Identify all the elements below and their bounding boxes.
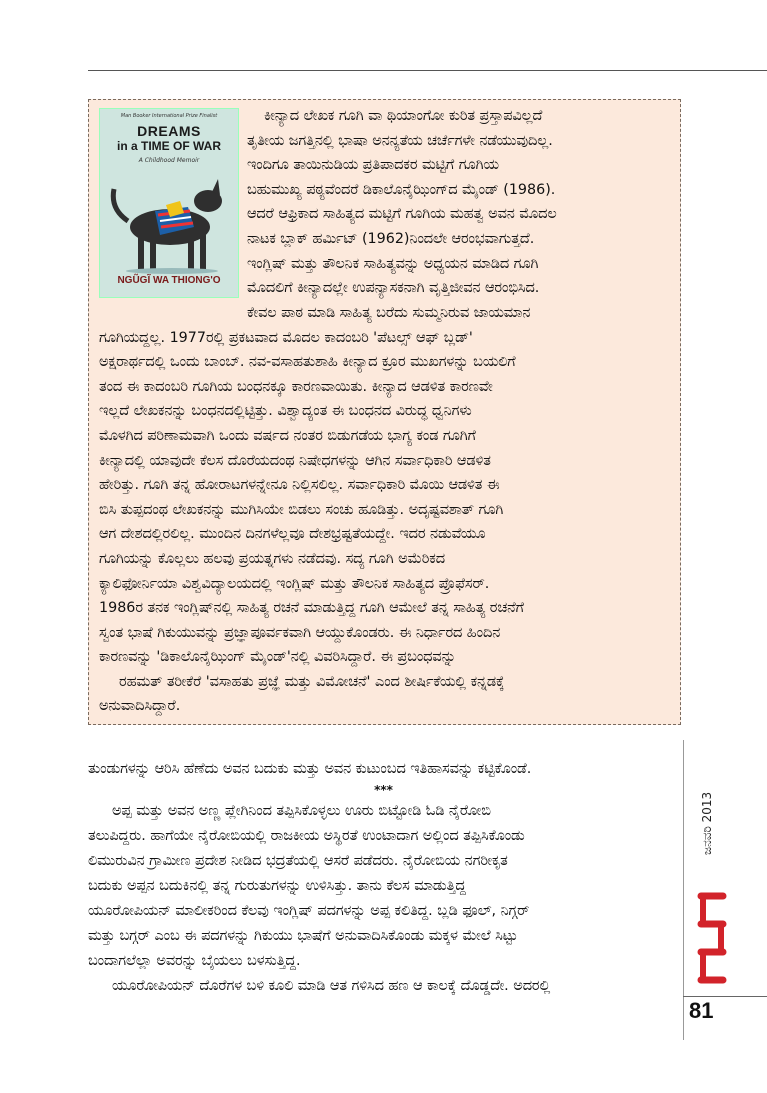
bottom-rule	[683, 996, 767, 997]
box-line: ತೃತೀಯ ಜಗತ್ತಿನಲ್ಲಿ ಭಾಷಾ ಅನನ್ಯತೆಯ ಚರ್ಚೆಗಳೇ ನಡೆಯುವುದಿಲ್ಲ.	[247, 133, 553, 149]
box-line: ಕೀನ್ಯಾದಲ್ಲಿ ಯಾವುದೇ ಕೆಲಸ ದೊರೆಯದಂಥ ನಿಷೇಧಗಳನ್ನು ಆಗಿನ ಸರ್ವಾಧಿಕಾರಿ ಆಡಳಿತ	[99, 453, 491, 469]
cover-title-2: in a TIME OF WAR	[117, 139, 221, 153]
box-line: ಅಕ್ಷರಾರ್ಥದಲ್ಲಿ ಒಂದು ಬಾಂಬ್. ನವ-ವಸಾಹತುಶಾಹಿ ಕೀನ್ಯಾದ ಕ್ರೂರ ಮುಖಗಳನ್ನು ಬಯಲಿಗೆ	[99, 354, 516, 370]
cover-award: Man Booker International Prize Finalist	[120, 113, 218, 119]
page-number: 81	[689, 998, 714, 1023]
box-line: ಆಗ ದೇಶದಲ್ಲಿರಲಿಲ್ಲ. ಮುಂದಿನ ದಿನಗಳೆಲ್ಲವೂ ದೇಶಭ್ರಷ್ಟತೆಯದ್ದೇ. ಇದರ ನಡುವೆಯೂ	[99, 526, 486, 542]
box-line: ಬಿಸಿ ತುಪ್ಪದಂಥ ಲೇಖಕನನ್ನು ಮುಗಿಸಿಯೇ ಬಿಡಲು ಸಂಚು ಹೂಡಿತ್ತು. ಅದೃಷ್ಟವಶಾತ್ ಗೂಗಿ	[99, 502, 504, 518]
box-line: ಗೂಗಿಯನ್ನು ಕೊಲ್ಲಲು ಹಲವು ಪ್ರಯತ್ನಗಳು ನಡೆದವು. ಸದ್ಯ ಗೂಗಿ ಅಮೆರಿಕದ	[99, 551, 445, 567]
box-line: ಬಹುಮುಖ್ಯ ಪಠ್ಯವೆಂದರೆ ಡಿಕಾಲೊನೈಝಿಂಗ್‌ದ ಮೈಂಡ್ (1986).	[247, 182, 556, 198]
body-line: ಮತ್ತು ಬಗ್ಗರ್ ಎಂಬ ಈ ಪದಗಳನ್ನು ಗಿಕುಯು ಭಾಷೆಗೆ ಅನುವಾದಿಸಿಕೊಂಡು ಮಕ್ಕಳ ಮೇಲೆ ಸಿಟ್ಟು	[88, 928, 518, 944]
body-line: ಬದುಕು ಅಪ್ಪನ ಬದುಕಿನಲ್ಲಿ ತನ್ನ ಗುರುತುಗಳನ್ನು ಉಳಿಸಿತ್ತು. ತಾನು ಕೆಲಸ ಮಾಡುತ್ತಿದ್ದ	[88, 878, 466, 894]
top-rule	[88, 70, 767, 71]
body-line: ಬಂದಾಗಲೆಲ್ಲಾ ಅವರನ್ನು ಬೈಯಲು ಬಳಸುತ್ತಿದ್ದ.	[88, 953, 301, 969]
issue-date: ಜನವರಿ 2013	[700, 791, 714, 855]
sidebar-box-text	[89, 100, 682, 726]
box-line: ಮೊದಲಿಗೆ ಕೀನ್ಯಾದಲ್ಲೇ ಉಪನ್ಯಾಸಕನಾಗಿ ವೃತ್ತಿಜೀವನ ಆರಂಭಿಸಿದ.	[247, 280, 540, 296]
box-line: 1986ರ ತನಕ ಇಂಗ್ಲಿಷ್‌ನಲ್ಲಿ ಸಾಹಿತ್ಯ ರಚನೆ ಮಾಡುತ್ತಿದ್ದ ಗೂಗಿ ಆಮೇಲೆ ತನ್ನ ಸಾಹಿತ್ಯ ರಚನೆಗೆ	[99, 600, 524, 616]
body-line: ಅಪ್ಪ ಮತ್ತು ಅವನ ಅಣ್ಣ ಪ್ಲೇಗಿನಿಂದ ತಪ್ಪಿಸಿಕೊಳ್ಳಲು ಊರು ಬಿಟ್ಟೋಡಿ ಓಡಿ ನೈರೋಬಿ	[112, 803, 491, 819]
box-line: ಕಾರಣವನ್ನು 'ಡಿಕಾಲೊನೈಝಿಂಗ್ ಮೈಂಡ್'ನಲ್ಲಿ ವಿವರಿಸಿದ್ದಾರೆ. ಈ ಪ್ರಬಂಧವನ್ನು	[99, 649, 457, 665]
body-line: ಲಿಮುರುವಿನ ಗ್ರಾಮೀಣ ಪ್ರದೇಶ ನೀಡಿದ ಭದ್ರತೆಯಲ್ಲಿ ಆಸರೆ ಪಡೆದರು. ನೈರೋಬಿಯ ನಗರೀಕೃತ	[88, 853, 508, 869]
box-line: ಇಲ್ಲದೆ ಲೇಖಕನನ್ನು ಬಂಧನದಲ್ಲಿಟ್ಟಿತ್ತು. ವಿಶ್ವಾದ್ಯಂತ ಈ ಬಂಧನದ ವಿರುದ್ಧ ಧ್ವನಿಗಳು	[99, 403, 472, 419]
box-line: ಹೇರಿತ್ತು. ಗೂಗಿ ತನ್ನ ಹೋರಾಟಗಳನ್ನೇನೂ ನಿಲ್ಲಿಸಲಿಲ್ಲ. ಸರ್ವಾಧಿಕಾರಿ ಮೊಯಿ ಆಡಳಿತ ಈ	[99, 477, 500, 493]
box-line: ಇಂದಿಗೂ ತಾಯಿನುಡಿಯ ಪ್ರತಿಪಾದಕರ ಮಟ್ಟಿಗೆ ಗೂಗಿಯ	[247, 157, 499, 173]
mayura-logo	[693, 880, 731, 992]
box-line: ಗೂಗಿಯದ್ದಲ್ಲ. 1977ರಲ್ಲಿ ಪ್ರಕಟವಾದ ಮೊದಲ ಕಾದಂಬರಿ 'ಪೆಟಲ್ಸ್ ಆಫ್ ಬ್ಲಡ್'	[99, 330, 473, 346]
box-line: ಕೇವಲ ಪಾಠ ಮಾಡಿ ಸಾಹಿತ್ಯ ಬರೆದು ಸುಮ್ಮನಿರುವ ಜಾಯಮಾನ	[247, 305, 531, 321]
box-line: ಸ್ವಂತ ಭಾಷೆ ಗಿಕುಯುವನ್ನು ಪ್ರಜ್ಞಾಪೂರ್ವಕವಾಗಿ ಆಯ್ದುಕೊಂಡರು. ಈ ನಿರ್ಧಾರದ ಹಿಂದಿನ	[99, 625, 501, 641]
box-line: ಇಂಗ್ಲಿಷ್ ಮತ್ತು ತೌಲನಿಕ ಸಾಹಿತ್ಯವನ್ನು ಅಧ್ಯಯನ ಮಾಡಿದ ಗೂಗಿ	[247, 256, 539, 272]
box-line: ಕೀನ್ಯಾದ ಲೇಖಕ ಗೂಗಿ ವಾ ಥಿಯಾಂಗೋ ಕುರಿತ ಪ್ರಸ್ತಾಪವಿಲ್ಲದೆ	[264, 108, 543, 124]
cover-title-1: DREAMS	[137, 123, 201, 139]
sidebar-box	[88, 99, 681, 725]
box-line: ಆದರೆ ಆಫ್ರಿಕಾದ ಸಾಹಿತ್ಯದ ಮಟ್ಟಿಗೆ ಗೂಗಿಯ ಮಹತ್ವ ಅವನ ಮೊದಲ	[247, 206, 557, 222]
cover-author: NGŨGĨ WA THIONG'O	[117, 275, 221, 286]
box-line: ತಂದ ಈ ಕಾದಂಬರಿ ಗೂಗಿಯ ಬಂಧನಕ್ಕೂ ಕಾರಣವಾಯಿತು. ಕೀನ್ಯಾದ ಆಡಳಿತ ಕಾರಣವೇ	[99, 379, 493, 395]
cover-subtitle: A Childhood Memoir	[138, 157, 200, 164]
section-separator: ***	[374, 783, 393, 797]
box-line: ಅನುವಾದಿಸಿದ್ದಾರೆ.	[99, 698, 181, 714]
body-line: ಯೂರೋಪಿಯನ್ ಮಾಲೀಕರಿಂದ ಕೆಲವು ಇಂಗ್ಲಿಷ್ ಪದಗಳನ್ನು ಅಪ್ಪ ಕಲಿತಿದ್ದ. ಬ್ಲಡಿ ಫೂಲ್, ನಿಗ್ಗರ್	[88, 903, 530, 919]
box-line: ನಾಟಕ ಬ್ಲಾಕ್ ಹರ್ಮಿಟ್ (1962)ನಿಂದಲೇ ಆರಂಭವಾಗುತ್ತದೆ.	[247, 231, 535, 247]
box-line: ರಹಮತ್ ತರೀಕೆರೆ 'ವಸಾಹತು ಪ್ರಜ್ಞೆ ಮತ್ತು ವಿಮೋಚನೆ' ಎಂದ ಶೀರ್ಷಿಕೆಯಲ್ಲಿ ಕನ್ನಡಕ್ಕೆ	[119, 674, 505, 690]
box-line: ಮೊಳಗಿದ ಪರಿಣಾಮವಾಗಿ ಒಂದು ವರ್ಷದ ನಂತರ ಬಿಡುಗಡೆಯ ಭಾಗ್ಯ ಕಂಡ ಗೂಗಿಗೆ	[99, 428, 476, 444]
body-first-line: ತುಂಡುಗಳನ್ನು ಆರಿಸಿ ಹೆಣೆದು ಅವನ ಬದುಕು ಮತ್ತು ಅವನ ಕುಟುಂಬದ ಇತಿಹಾಸವನ್ನು ಕಟ್ಟಿಕೊಂಡೆ.	[88, 761, 532, 777]
body-line: ತಲುಪಿದ್ದರು. ಹಾಗೆಯೇ ನೈರೋಬಿಯಲ್ಲಿ ರಾಜಕೀಯ ಅಸ್ಥಿರತೆ ಉಂಟಾದಾಗ ಅಲ್ಲಿಂದ ತಪ್ಪಿಸಿಕೊಂಡು	[88, 828, 525, 844]
side-rule	[683, 740, 684, 1040]
box-line: ಕ್ಯಾಲಿಫೋರ್ನಿಯಾ ವಿಶ್ವವಿದ್ಯಾಲಯದಲ್ಲಿ ಇಂಗ್ಲಿಷ್ ಮತ್ತು ತೌಲನಿಕ ಸಾಹಿತ್ಯದ ಪ್ರೊಫೆಸರ್.	[99, 576, 490, 592]
body-line: ಯೂರೋಪಿಯನ್ ದೊರೆಗಳ ಬಳಿ ಕೂಲಿ ಮಾಡಿ ಆತ ಗಳಿಸಿದ ಹಣ ಆ ಕಾಲಕ್ಕೆ ದೊಡ್ಡದೇ. ಅದರಲ್ಲಿ	[112, 978, 551, 994]
